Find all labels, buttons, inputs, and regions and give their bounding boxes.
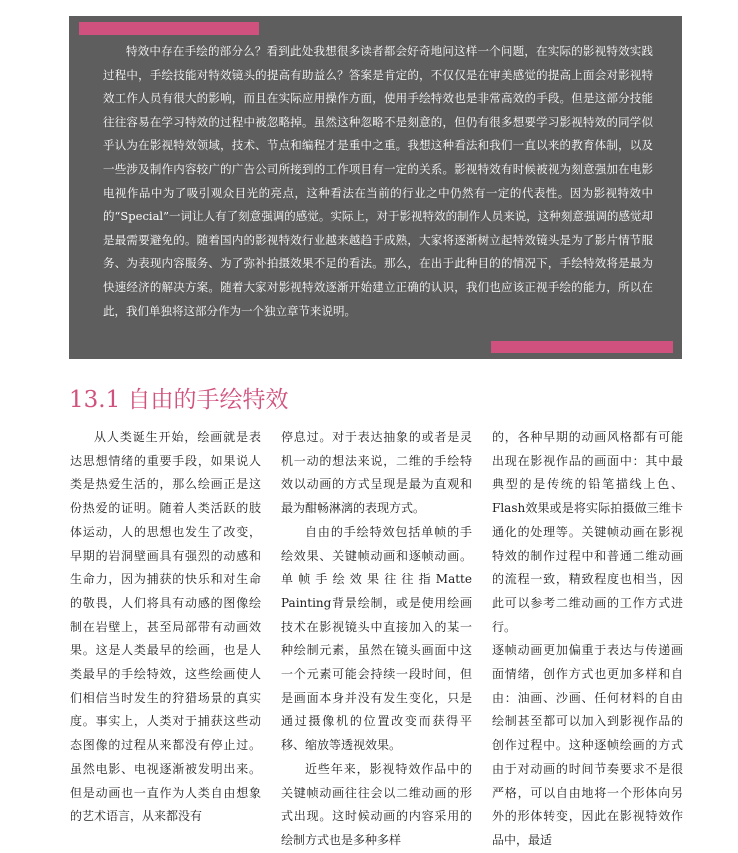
text-column-2	[281, 426, 472, 853]
body-paragraph: 停息过。对于表达抽象的或者是灵机一动的想法来说，二维的手绘特效以动画的方式呈现是最为直观和最为酣畅淋漓的表现方式。	[281, 430, 472, 516]
decorative-bar-bottom	[491, 341, 673, 353]
body-paragraph: 的，各种早期的动画风格都有可能出现在影视作品的画面中：其中最典型的是传统的铅笔描线上色、Flash效果或是将实际拍摄做三维卡通化的处理等。关键帧动画在影视特效的制作过程中和普通二维动画的流程一致，精致程度也相当，因此可以参考二维动画的工作方式进行。	[492, 430, 683, 634]
section-title: 13.1 自由的手绘特效	[69, 387, 289, 413]
decorative-bar-top	[79, 22, 259, 35]
text-column-3	[492, 426, 683, 853]
intro-paragraph: 特效中存在手绘的部分么？看到此处我想很多读者都会好奇地问这样一个问题，在实际的影视特效实践过程中，手绘技能对特效镜头的提高有助益么？答案是肯定的，不仅仅是在审美感觉的提高上面会对影视特效工作人员有很大的影响，而且在实际应用操作方面，使用手绘特效也是非常高效的手段。但是这部分技能往往容易在学习特效的过程中被忽略掉。虽然这种忽略不是刻意的，但仍有很多想要学习影视特效的同学似乎认为在影视特效领域，技术、节点和编程才是重中之重。我想这种看法和我们一直以来的教育体制，以及一些涉及制作内容较广的广告公司所接到的工作项目有一定的关系。影视特效有时候被视为刻意强加在电影电视作品中为了吸引观众目光的亮点，这种看法在当前的行业之中仍然有一定的代表性。因为影视特效中的“Special”一词让人有了刻意强调的感觉。实际上，对于影视特效的制作人员来说，这种刻意强调的感觉却是最需要避免的。随着国内的影视特效行业越来越趋于成熟，大家将逐渐树立起特效镜头是为了影片情节服务、为表现内容服务、为了弥补拍摄效果不足的看法。那么，在出于此种目的的情况下，手绘特效将是最为快速经济的解决方案。随着大家对影视特效逐渐开始建立正确的认识，我们也应该正视手绘的能力，所以在此，我们单独将这部分作为一个独立章节来说明。	[103, 44, 653, 318]
body-paragraph: 自由的手绘特效包括单帧的手绘效果、关键帧动画和逐帧动画。单帧手绘效果往往指Matte Painting背景绘制，或是使用绘画技术在影视镜头中直接加入的某一种绘制元素，虽然在镜头画面中这一个元素可能会持续一段时间，但是画面本身并没有发生变化，只是通过摄像机的位置改变而获得平移、缩放等透视效果。	[281, 524, 472, 753]
body-paragraph: 近些年来，影视特效作品中的关键帧动画往往会以二维动画的形式出现。这时候动画的内容采用的绘制方式也是多种多样	[281, 761, 472, 847]
body-paragraph: 从人类诞生开始，绘画就是表达思想情绪的重要手段，如果说人类是热爱生活的，那么绘画正是这份热爱的证明。随着人类活跃的肢体运动，人的思想也发生了改变，早期的岩洞壁画具有强烈的动感和生命力，因为捕获的快乐和对生命的敬畏，人们将具有动感的图像绘制在岩壁上，甚至局部带有动画效果。这是人类最早的绘画，也是人类最早的手绘特效，这些绘画使人们相信当时发生的狩猎场景的真实度。事实上，人类对于捕获这些动态图像的过程从来都没有停止过。虽然电影、电视逐渐被发明出来。但是动画也一直作为人类自由想象的艺术语言，从来都没有	[70, 430, 261, 824]
body-paragraph: 逐帧动画更加偏重于表达与传递画面情绪，创作方式也更加多样和自由：油画、沙画、任何材料的自由绘制甚至都可以加入到影视作品的创作过程中。这种逐帧绘画的方式由于对动画的时间节奏要求不是很严格，可以自由地将一个形体向另外的形体转变，因此在影视特效作品中，最适	[492, 643, 683, 847]
text-column-1	[70, 426, 261, 829]
